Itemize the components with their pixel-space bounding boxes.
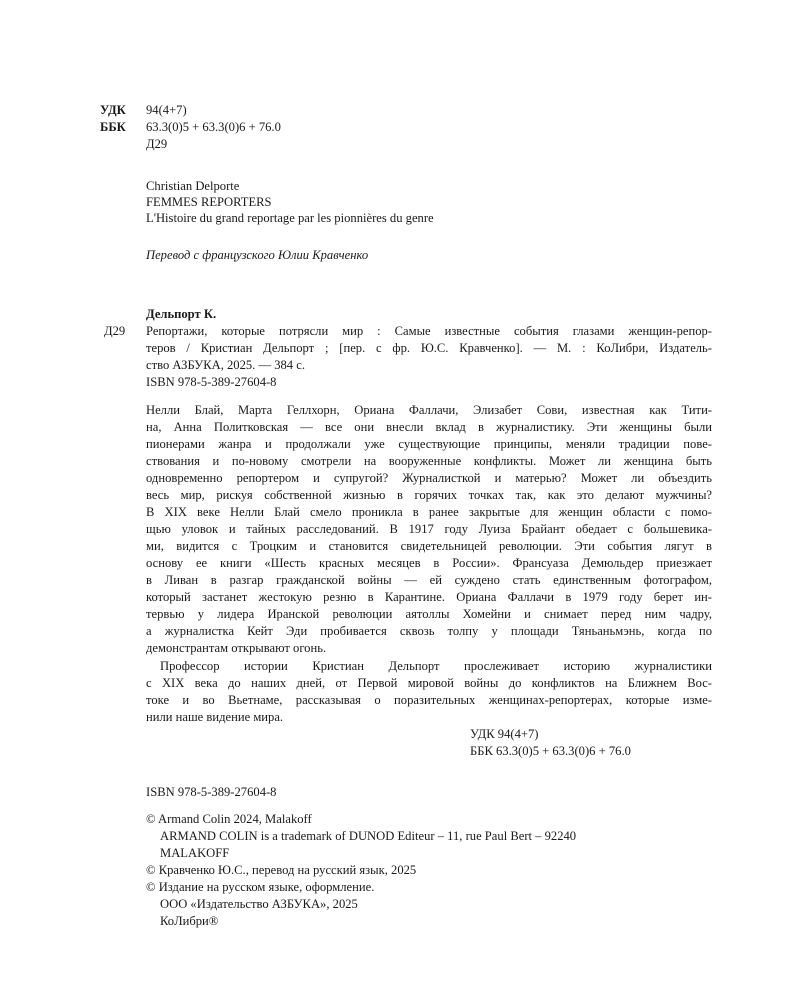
copyright-line: © Издание на русском языке, оформление. — [146, 880, 375, 894]
annotation-line: на, Анна Политковская — все они внесли вклад в журналистику. Эти женщины были — [146, 420, 712, 434]
annotation-line: Профессор истории Кристиан Дельпорт прослеживает историю журналистики — [160, 659, 712, 673]
annotation-line: щью уловок и тайных расследований. В 1917 году Луиза Брайант обедает с большевика- — [146, 522, 712, 536]
catalog-line: ство АЗБУКА, 2025. — 384 с. — [146, 358, 305, 372]
annotation-line: основу ее книги «Шесть красных месяцев в России». Франсуаза Демюльдер приезжает — [146, 556, 712, 570]
catalog-description — [146, 323, 712, 374]
footer-udk: УДК 94(4+7) — [470, 727, 539, 741]
translation-note: Перевод с французского Юлии Кравченко — [146, 248, 369, 262]
annotation-line: Нелли Блай, Марта Геллхорн, Ориана Фаллачи, Элизабет Сови, известная как Тити- — [146, 403, 712, 417]
annotation-paragraph-2 — [146, 658, 712, 726]
annotation-line: В XIX веке Нелли Блай смело проникла в ранее закрытые для женщин области с помо- — [146, 505, 712, 519]
udk-value: 94(4+7) — [146, 103, 187, 117]
copyright-line: ARMAND COLIN is a trademark of DUNOD Editeur – 11, rue Paul Bert – 92240 — [160, 829, 577, 843]
annotation-line: ми, видится с Троцким и становится свидетельницей революции. Эти события лягут в — [146, 539, 712, 553]
udk-label: УДК — [100, 103, 126, 117]
annotation-line: весь мир, рискуя собственной жизнью в горячих точках так, как это делают мужчины? — [146, 488, 712, 502]
copyright-line: © Кравченко Ю.С., перевод на русский язык, 2025 — [146, 863, 417, 877]
annotation-paragraph-1 — [146, 402, 712, 657]
annotation-line: демонстрантам открывают огонь. — [146, 641, 327, 655]
copyright-block — [146, 811, 712, 930]
annotation-line: который застанет жестокую резню в Карантине. Ориана Фаллачи в 1979 году берет ин- — [146, 590, 712, 604]
footer-isbn: ISBN 978-5-389-27604-8 — [146, 785, 277, 799]
bbk-label: ББК — [100, 120, 126, 134]
annotation-line: токе и во Вьетнаме, рассказывая о поразительных женщинах-репортерах, которые изме- — [146, 693, 712, 707]
copyright-line: © Armand Colin 2024, Malakoff — [146, 812, 312, 826]
annotation-line: с XIX века до наших дней, от Первой мировой войны до конфликтов на Ближнем Вос- — [146, 676, 712, 690]
author-mark: Д29 — [146, 137, 168, 151]
annotation-line: нили наше видение мира. — [146, 710, 284, 724]
original-title: FEMMES REPORTERS — [146, 195, 272, 209]
annotation-line: тервью у лидера Иранской революции аятоллы Хомейни и снимает перед ним чадру, — [146, 607, 712, 621]
annotation-line: а журналистка Кейт Эди пробивается сквозь толпу у площади Тяньаньмэнь, когда по — [146, 624, 712, 638]
catalog-isbn: ISBN 978-5-389-27604-8 — [146, 375, 277, 389]
annotation-line: пионерами жанра и продолжали уже существующие принципы, меняли традиции пове- — [146, 437, 712, 451]
footer-bbk: ББК 63.3(0)5 + 63.3(0)6 + 76.0 — [470, 744, 631, 758]
copyright-line: MALAKOFF — [160, 846, 230, 860]
original-subtitle: L'Histoire du grand reportage par les pionnières du genre — [146, 211, 434, 225]
catalog-author-heading: Дельпорт К. — [146, 307, 217, 321]
annotation-line: ствования и по-новому смотрели на вооруженные конфликты. Может ли женщина быть — [146, 454, 712, 468]
catalog-line: теров / Кристиан Дельпорт ; [пер. с фр. Ю.С. Кравченко]. — М. : КоЛибри, Издатель- — [146, 341, 712, 355]
annotation-line: одновременно репортером и супругой? Журналисткой и матерью? Может ли объездить — [146, 471, 712, 485]
copyright-line: КоЛибри® — [160, 914, 219, 928]
annotation-line: в Ливан в разгар гражданской войны — ей суждено стать единственным фотографом, — [146, 573, 712, 587]
bbk-value: 63.3(0)5 + 63.3(0)6 + 76.0 — [146, 120, 281, 134]
catalog-line: Репортажи, которые потрясли мир : Самые известные события глазами женщин-репор- — [146, 324, 712, 338]
copyright-line: ООО «Издательство АЗБУКА», 2025 — [160, 897, 358, 911]
catalog-mark: Д29 — [104, 324, 126, 338]
original-author: Christian Delporte — [146, 179, 240, 193]
